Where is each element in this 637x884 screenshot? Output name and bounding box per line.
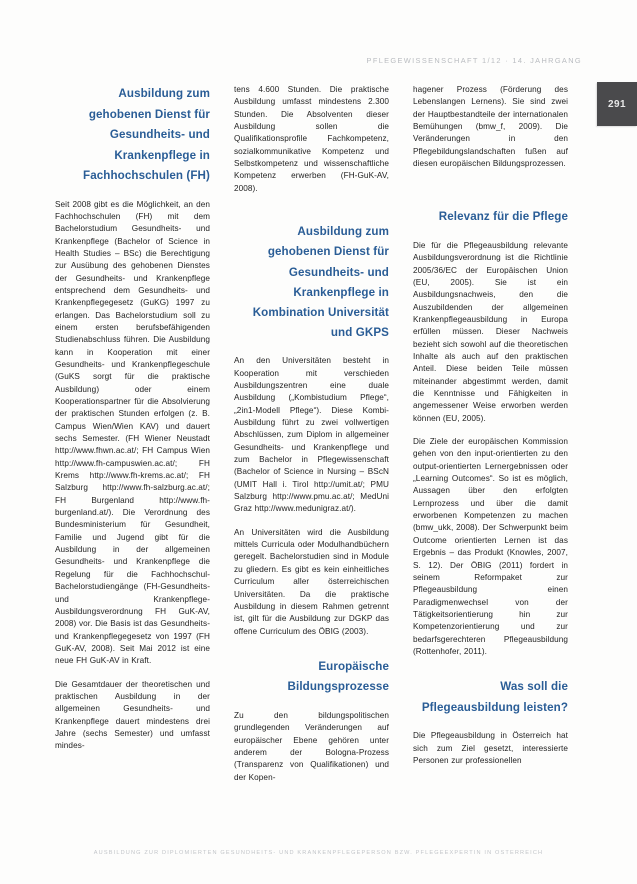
spacer [234, 206, 389, 222]
paragraph: Die Ziele der europäischen Kommission gehen von den input-orientierten zu den output-orientierten Lernergebnissen oder „Learning Outcomes“. So ist es möglich, Aussagen über den erfolgten Lernprozess und über die damit erworbenen Kompetenzen zu machen (bmw_ukk, 2008). Der Schwerpunkt beim Outcome orientierten Lernen ist das Ergebnis – das Produkt (Knowles, 2007, S. 12). Der ÖBIG (2011) fordert in seinem Reformpaket zur Pflegeausbildung einen Paradigmenwechsel von der Tätigkeitsorientierung hin zur Kompetenzorientierung und zur bedarfsgerechteren Pflegeausbildung (Rottenhofer, 2011). [413, 437, 568, 656]
heading-relevanz-fuer-die-pflege: Relevanz für die Pflege [438, 210, 568, 224]
column-left [55, 84, 210, 844]
paragraph-continued: tens 4.600 Stunden. Die praktische Ausbildung umfasst mindestens 2.300 Stunden. Die Absolventen dieser Ausbildung sollen die Qualifikationsprofile Fachkompetenz, sozialkommunikative Kompetenz und Selbstkompetenz und wissenschaftliche Kompetenz erwerben (FH-GuK-AV, 2008). [234, 85, 389, 193]
paragraph-continued: hagener Prozess (Förderung des Lebenslangen Lernens). Sie sind zwei der Hauptbestandteile der internationalen Bemühungen (bmw_f, 2009). Die Veränderungen in den Pflegebildungslandschaften fußen auf diesen europäischen Bildungsprozessen. [413, 85, 568, 169]
heading-universitaet-gkps: Ausbildung zum gehobenen Dienst für Gesundheits- und Krankenpflege in Kombination Universität und GKPS [252, 225, 389, 340]
running-head: PFLEGEWISSENSCHAFT 1/12 · 14. JAHRGANG [366, 56, 582, 65]
footer-running-text: AUSBILDUNG ZUR DIPLOMIERTEN GESUNDHEITS- UND KRANKENPFLEGEPERSON BZW. PFLEGEEXPERTIN IN ÖSTERREICH [93, 850, 544, 856]
heading-fachhochschulen: Ausbildung zum gehobenen Dienst für Gesundheits- und Krankenpflege in Fachhochschulen (FH) [83, 87, 210, 182]
spacer [234, 649, 389, 657]
paragraph: Die Pflegeausbildung in Österreich hat sich zum Ziel gesetzt, interessierte Personen zur professionellen [413, 731, 568, 765]
paragraph: An den Universitäten besteht in Kooperation mit verschieden Ausbildungszentren eine duale Ausbildung („Kombistudium Pflege“, „2in1-Modell Pflege“). Diese Kombi-Ausbildung führt zu zwei vollwertigen Abschlüssen, zum Diplom in allgemeiner Gesundheits- und Krankenpflege und zum Bachelor in Pflegewissenschaft (Bachelor of Science in Nursing – BScN (UMIT Hall i. Tirol http://umit.at/; PMU Salzburg http://www.pmu.ac.at/; MedUni Graz http://www.medunigraz.at/). [234, 356, 389, 514]
column-grid [55, 84, 568, 844]
spacer [413, 669, 568, 677]
spacer [413, 181, 568, 207]
paragraph: Zu den bildungspolitischen grundlegenden Veränderungen auf europäischer Ebene gehören unter anderem der Bologna-Prozess (Transparenz von Qualifikationen) und der Kopen- [234, 710, 389, 782]
heading-europaeische-bildungsprozesse: Europäische Bildungsprozesse [287, 659, 389, 694]
heading-was-soll-die-pflegeausbildung-leisten: Was soll die Pflegeausbildung leisten? [421, 680, 568, 714]
column-right [413, 84, 568, 844]
paragraph: Seit 2008 gibt es die Möglichkeit, an den Fachhochschulen (FH) mit dem Bachelorstudium Gesundheits- und Krankenpflege (Bachelor of Science in Health Studies – BSc) die Berechtigung zur Ausübung des gehobenen Dienstes der Gesundheits- und Krankenpflege entsprechend dem Gesundheits- und Krankenpflegegesetz (GuKG) 1997 zu erlangen. Das Bachelorstudium soll zu einem ersten berufsbefähigenden Studienabschluss führen. Die Ausbildung kann in Kooperation mit einer Gesundheits- und Krankenpflegeschule (GuKS sorgt für die praktische Ausbildung) oder einem Kooperationspartner für die Absolvierung der praktischen Stunden erfolgen (z. B. Campus Wien/Wien KAV) und dauert sechs Semester. (FH Wiener Neustadt http://www.fhwn.ac.at/; FH Campus Wien http://www.fh-campuswien.ac.at/; FH Krems http://www.fh-krems.ac.at/; FH Salzburg http://www.fh-salzburg.ac.at/; FH Burgenland http://www.fh-burgenland.at/). Die Verordnung des Bundesministerium für Gesundheit, Familie und Jugend gibt für die Ausbildung in der allgemeinen Gesundheits- und Krankenpflege die Regelung für die Fachhochschul-Bachelorstudiengänge (FH-Gesundheits- und Krankenpflege-Ausbildungsverordnung FH GuK-AV, 2008) vor. Die Basis ist das Gesundheits- und Krankenpflegegesetz von 1997 (FH GuK-AV, 2008). Seit Mai 2012 ist eine neue FH GuK-AV in Kraft. [55, 199, 210, 666]
column-middle [234, 84, 389, 844]
page-number-tab [597, 82, 637, 126]
paragraph: Die Gesamtdauer der theoretischen und praktischen Ausbildung in der allgemeinen Gesundheits- und Krankenpflege dauert mindestens drei Jahre (sechs Semester) und umfasst mindes- [55, 679, 210, 751]
paragraph: Die für die Pflegeausbildung relevante Ausbildungsverordnung ist die Richtlinie 2005/36/EC der Europäischen Union (EU, 2005). Sie ist ein Ausbildungsnachweis, den die Auszubildenden der allgemeinen Krankenpflegeausbildung in Europa erfüllen müssen. Dieser Nachweis bezieht sich sowohl auf die theoretischen Inhalte als auch auf den praktischen Anteil. Diese beiden Teile müssen miteinander abgestimmt werden, damit die Kenntnisse und Fähigkeiten in angemessener Weise erworben werden können (EU, 2005). [413, 240, 568, 423]
paragraph: An Universitäten wird die Ausbildung mittels Curricula oder Modulhandbüchern geregelt. Bachelorstudien sind in Module zu gliedern. Es gibt es kein einheitliches Curriculum aller österreichischen Universitäten. Da die praktische Ausbildung in diesem Rahmen getrennt ist, gilt für die Ausbildung zur DGKP das offene Curriculum des ÖBIG (2003). [234, 527, 389, 636]
page-number: 291 [608, 98, 626, 110]
